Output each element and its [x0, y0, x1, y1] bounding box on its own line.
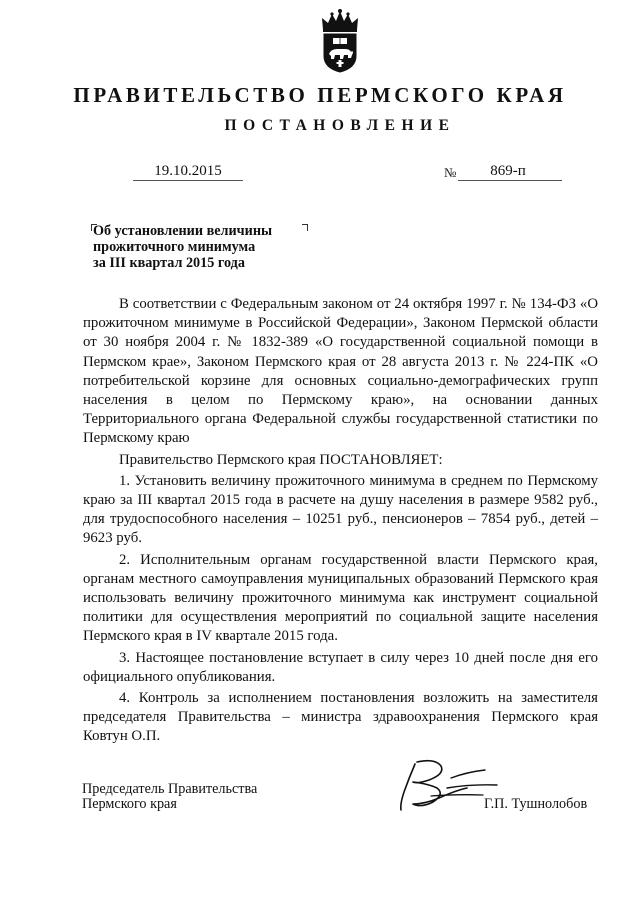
document-type: ПОСТАНОВЛЕНИЕ [224, 117, 456, 134]
signer-position [82, 782, 322, 812]
paragraph-item-4: 4. Контроль за исполнением постановления возложить на заместителя председателя Правительства – министра здравоохранения Пермского края Ковтун О.П. [83, 690, 598, 745]
government-title: ПРАВИТЕЛЬСТВО ПЕРМСКОГО КРАЯ [73, 83, 567, 107]
subject-line: прожиточного минимума [93, 239, 256, 255]
number-sign: № [444, 165, 457, 180]
perm-krai-coat-of-arms-icon [317, 8, 363, 74]
paragraph-item-2: 2. Исполнительным органам государственной власти Пермского края, органам местного самоуправления муниципальных образований Пермского края использовать величину прожиточного минимума как инструмент социальной политики для осуществления мероприятий по социальной защите населения Пермского края в IV квартале 2015 года. [83, 551, 598, 645]
document-body [83, 295, 598, 747]
document-subject [93, 223, 323, 271]
signer-position-line: Председатель Правительства [82, 781, 258, 797]
paragraph-resolves: Правительство Пермского края ПОСТАНОВЛЯЕТ: [119, 451, 443, 468]
paragraph-preamble: В соответствии с Федеральным законом от 24 октября 1997 г. № 134-ФЗ «О прожиточном минимуме в Российской Федерации», Законом Пермской области от 30 ноября 2004 г. № 1832-389 «О государственной социальной помощи в Пермском крае», Законом Пермского края от 28 августа 2013 г. № 224-ПК «О потребительской корзине для основных социально-демографических групп населения в целом по Пермскому краю», на основании данных Территориального органа Федеральной службы государственной статистики по Пермскому краю [83, 296, 598, 447]
document-date: 19.10.2015 [154, 163, 222, 179]
document-number: 869-п [490, 163, 526, 179]
paragraph-item-3: 3. Настоящее постановление вступает в силу через 10 дней после дня его официального опубликования. [83, 649, 598, 685]
paragraph-item-1: 1. Установить величину прожиточного минимума в среднем по Пермскому краю за III квартал 2015 года в расчете на душу населения в размере 9582 руб., для трудоспособного населения – 10251 руб., пенсионеров – 7854 руб., детей – 9623 руб. [83, 472, 598, 547]
number-underline [458, 180, 562, 181]
signer-name: Г.П. Тушнолобов [484, 796, 588, 812]
date-underline [133, 180, 243, 181]
signer-position-line: Пермского края [82, 796, 177, 812]
subject-line: за III квартал 2015 года [93, 255, 245, 271]
subject-line: Об установлении величины [93, 223, 273, 239]
